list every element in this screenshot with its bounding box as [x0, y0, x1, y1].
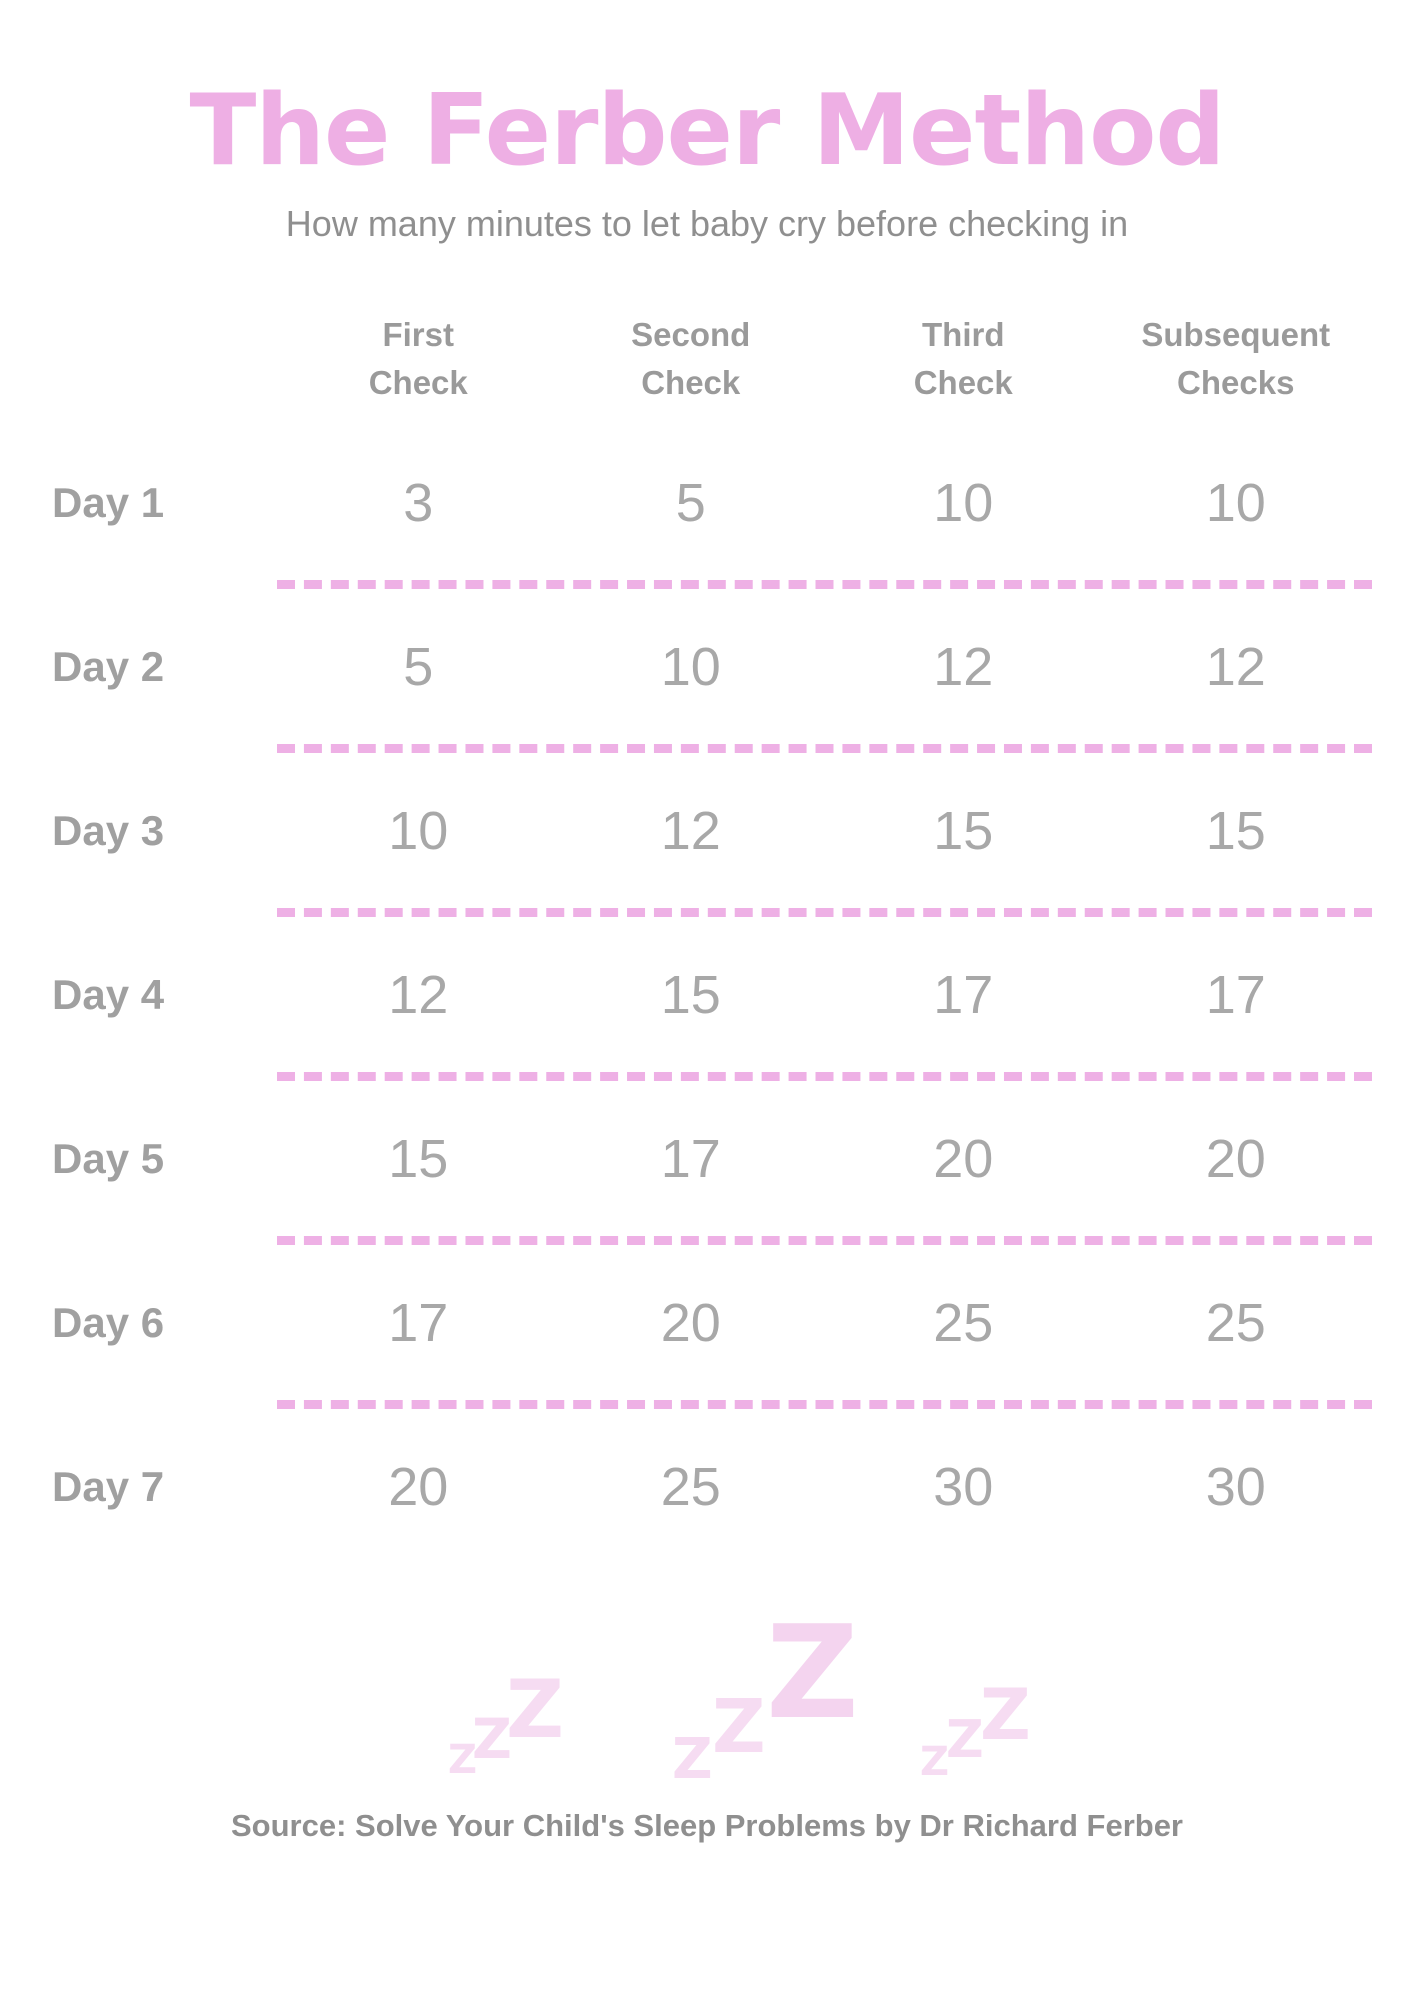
row-divider — [277, 744, 1372, 753]
sleep-z-icon: Z — [672, 1727, 713, 1793]
cell-day1-first: 3 — [403, 472, 434, 533]
row-label-day-3: Day 3 — [52, 806, 165, 854]
cell-day1-subsequent: 10 — [1205, 472, 1266, 533]
cell-day6-second: 20 — [660, 1292, 721, 1353]
row-label-day-6: Day 6 — [52, 1298, 165, 1346]
cell-day7-second: 25 — [660, 1456, 721, 1517]
cell-day3-second: 12 — [660, 800, 721, 861]
cell-day1-third: 10 — [933, 472, 994, 533]
column-header-line-2: Checks — [1177, 364, 1295, 402]
row-divider — [277, 908, 1372, 917]
table-row — [42, 753, 1372, 908]
sleep-zzz-decoration — [40, 1572, 1374, 1802]
cell-day5-third: 20 — [933, 1128, 994, 1189]
table-row — [42, 917, 1372, 1072]
ferber-schedule-table — [42, 245, 1372, 1564]
cell-day4-second: 15 — [660, 964, 721, 1025]
cell-day7-first: 20 — [388, 1456, 449, 1517]
cell-day1-second: 5 — [675, 472, 706, 533]
table-row — [42, 1245, 1372, 1400]
table-row — [42, 1081, 1372, 1236]
cell-day3-first: 10 — [388, 800, 449, 861]
row-label-day-2: Day 2 — [52, 642, 165, 690]
cell-day6-third: 25 — [933, 1292, 994, 1353]
column-header-first-check — [282, 311, 555, 407]
page-subtitle: How many minutes to let baby cry before checking in — [285, 203, 1129, 244]
cell-day4-first: 12 — [388, 964, 449, 1025]
column-header-second-check — [555, 311, 828, 407]
table-row — [42, 1409, 1372, 1564]
row-divider — [277, 580, 1372, 589]
cell-day5-subsequent: 20 — [1205, 1128, 1266, 1189]
table-row — [42, 425, 1372, 580]
sleep-z-icon: Z — [920, 1739, 950, 1786]
sleep-z-icon: Z — [766, 1599, 859, 1749]
cell-day5-first: 15 — [388, 1128, 449, 1189]
cell-day2-second: 10 — [660, 636, 721, 697]
cell-day2-first: 5 — [403, 636, 434, 697]
column-header-line-2: Check — [913, 364, 1013, 402]
column-header-subsequent-checks — [1100, 311, 1373, 407]
column-header-line-1: Second — [631, 316, 751, 354]
cell-day7-subsequent: 30 — [1205, 1456, 1266, 1517]
sleep-z-icon: Z — [506, 1663, 565, 1757]
sleep-z-icon: Z — [946, 1710, 984, 1771]
table-header-row — [42, 293, 1372, 425]
column-header-line-1: First — [382, 316, 454, 354]
cell-day4-subsequent: 17 — [1205, 964, 1266, 1025]
cell-day4-third: 17 — [933, 964, 994, 1025]
row-divider — [277, 1236, 1372, 1245]
sleep-z-icon: Z — [472, 1707, 512, 1772]
column-header-line-1: Third — [922, 316, 1005, 354]
source-credit: Source: Solve Your Child's Sleep Problems by Dr Richard Ferber — [231, 1808, 1183, 1844]
column-header-third-check — [827, 311, 1100, 407]
sleep-z-icon: Z — [448, 1737, 478, 1784]
table-row — [42, 589, 1372, 744]
row-divider — [277, 1400, 1372, 1409]
row-label-day-4: Day 4 — [52, 970, 165, 1018]
cell-day6-subsequent: 25 — [1205, 1292, 1266, 1353]
row-label-day-1: Day 1 — [52, 478, 165, 526]
cell-day7-third: 30 — [933, 1456, 994, 1517]
column-header-line-1: Subsequent — [1141, 316, 1331, 354]
cell-day5-second: 17 — [660, 1128, 721, 1189]
cell-day6-first: 17 — [388, 1292, 449, 1353]
column-header-line-2: Check — [641, 364, 741, 402]
sleep-z-icon: Z — [980, 1674, 1031, 1757]
row-label-day-7: Day 7 — [52, 1462, 165, 1510]
column-header-line-2: Check — [368, 364, 468, 402]
cell-day2-subsequent: 12 — [1205, 636, 1266, 697]
cell-day3-subsequent: 15 — [1205, 800, 1266, 861]
cell-day2-third: 12 — [933, 636, 994, 697]
row-label-day-5: Day 5 — [52, 1134, 165, 1182]
row-divider — [277, 1072, 1372, 1081]
cell-day3-third: 15 — [933, 800, 994, 861]
sleep-z-icon: Z — [712, 1684, 766, 1771]
page-title: The Ferber Method — [189, 74, 1225, 188]
